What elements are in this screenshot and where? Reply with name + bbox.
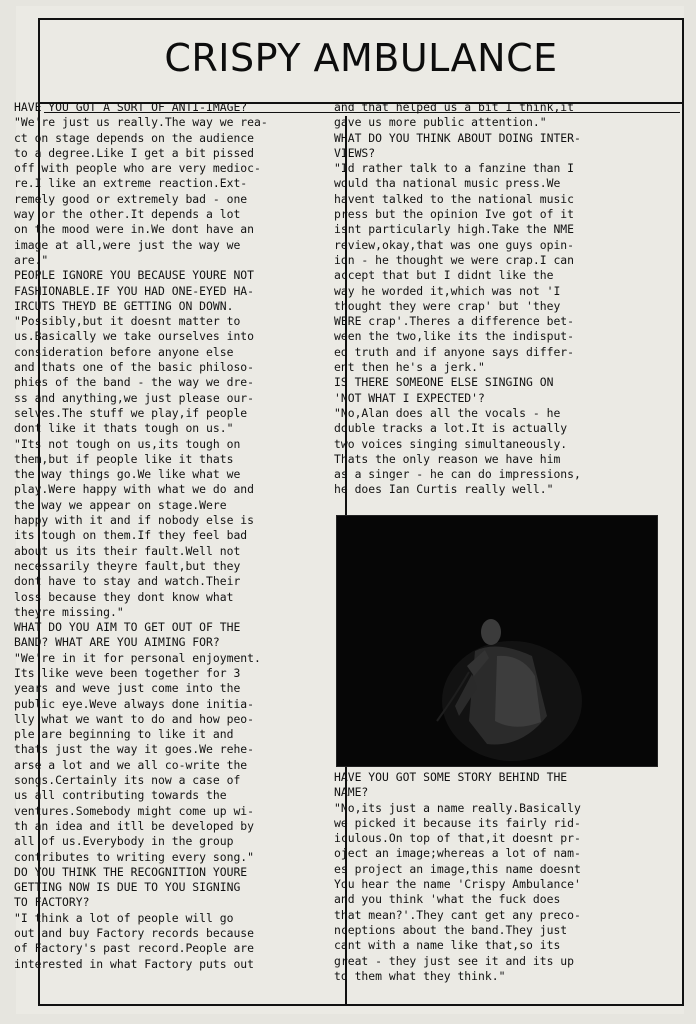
text-line: contributes to writing every song." — [14, 849, 255, 864]
text-line: "Its not tough on us,its tough on — [14, 436, 241, 451]
text-line: Thats the only reason we have him — [334, 451, 561, 466]
text-line: oject an image;whereas a lot of nam- — [334, 846, 581, 861]
text-line: ple are beginning to like it and — [14, 727, 234, 742]
text-line: loss because they dont know what — [14, 589, 234, 604]
text-line: phies of the band - the way we dre- — [14, 375, 255, 390]
text-line: Its like weve been together for 3 — [14, 665, 241, 680]
text-line: HAVE YOU GOT A SORT OF ANTI-IMAGE? — [14, 100, 248, 114]
text-line: to them what they think." — [334, 968, 506, 983]
text-line: ss and anything,we just please our- — [14, 390, 255, 405]
text-line: FASHIONABLE.IF YOU HAD ONE-EYED HA- — [14, 283, 255, 298]
text-line: its tough on them.If they feel bad — [14, 528, 248, 543]
text-line: th an idea and itll be developed by — [14, 818, 255, 833]
text-line: TO FACTORY? — [14, 895, 90, 910]
text-line: IRCUTS THEYD BE GETTING ON DOWN. — [14, 298, 234, 313]
text-line: he does Ian Curtis really well." — [334, 482, 554, 497]
text-line: nceptions about the band.They just — [334, 922, 568, 937]
title-box — [40, 20, 682, 104]
text-line: PEOPLE IGNORE YOU BECAUSE YOURE NOT — [14, 268, 255, 283]
text-line: dont like it thats tough on us." — [14, 421, 234, 436]
text-line: image at all,were just the way we — [14, 237, 241, 252]
text-line: us all contributing towards the — [14, 788, 227, 803]
text-line: selves.The stuff we play,if people — [14, 405, 248, 420]
text-line: and you think 'what the fuck does — [334, 892, 561, 907]
text-line: DO YOU THINK THE RECOGNITION YOURE — [14, 864, 248, 879]
text-line: the way things go.We like what we — [14, 467, 241, 482]
text-line: WHAT DO YOU AIM TO GET OUT OF THE — [14, 620, 241, 635]
text-line: great - they just see it and its up — [334, 953, 575, 968]
left-column — [14, 100, 268, 972]
text-line: GETTING NOW IS DUE TO YOU SIGNING — [14, 880, 241, 895]
text-line: arse a lot and we all co-write the — [14, 757, 248, 772]
text-line: thought they were crap' but 'they — [334, 298, 561, 313]
text-line: ion - he thought we were crap.I can — [334, 252, 575, 267]
text-line: BAND? WHAT ARE YOU AIMING FOR? — [14, 635, 220, 650]
text-line: ed truth and if anyone says differ- — [334, 344, 575, 359]
text-line: accept that but I didnt like the — [334, 268, 554, 283]
text-line: havent talked to the national music — [334, 191, 575, 206]
text-line: review,okay,that was one guys opin- — [334, 237, 575, 252]
text-line: iculous.On top of that,it doesnt pr- — [334, 831, 581, 846]
text-line: are." — [14, 252, 49, 267]
text-line: IS THERE SOMEONE ELSE SINGING ON — [334, 375, 554, 390]
text-line: double tracks a lot.It is actually — [334, 421, 568, 436]
text-line: thats just the way it goes.We rehe- — [14, 742, 255, 757]
text-line: necessarily theyre fault,but they — [14, 558, 241, 573]
text-line: and thats one of the basic philoso- — [14, 360, 255, 375]
right-column-top — [334, 100, 581, 498]
text-line: "Id rather talk to a fanzine than I — [334, 161, 575, 176]
text-line: remely good or extremely bad - one — [14, 191, 248, 206]
text-line: ventures.Somebody might come up wi- — [14, 803, 255, 818]
text-line: WHAT DO YOU THINK ABOUT DOING INTER- — [334, 130, 581, 145]
text-line: songs.Certainly its now a case of — [14, 773, 241, 788]
text-line: es project an image,this name doesnt — [334, 861, 581, 876]
text-line: dont have to stay and watch.Their — [14, 574, 241, 589]
text-line: out and buy Factory records because — [14, 926, 255, 941]
text-line: to a degree.Like I get a bit pissed — [14, 145, 255, 160]
text-line: and that helped us a bit I think,it — [334, 100, 575, 114]
text-line: NAME? — [334, 785, 369, 800]
text-line: theyre missing." — [14, 604, 124, 619]
text-line: "We're in it for personal enjoyment. — [14, 650, 261, 665]
text-line: the way we appear on stage.Were — [14, 497, 227, 512]
text-line: all of us.Everybody in the group — [14, 834, 234, 849]
text-line: "Possibly,but it doesnt matter to — [14, 314, 241, 329]
page-title: CRISPY AMBULANCE — [164, 36, 558, 80]
text-line: gave us more public attention." — [334, 115, 547, 130]
text-line: interested in what Factory puts out — [14, 956, 255, 971]
text-line: about us its their fault.Well not — [14, 543, 241, 558]
text-line: way or the other.It depends a lot — [14, 207, 241, 222]
text-line: cant with a name like that,so its — [334, 938, 561, 953]
text-line: re.I like an extreme reaction.Ext- — [14, 176, 248, 191]
text-line: "No,Alan does all the vocals - he — [334, 405, 561, 420]
text-line: of Factory's past record.People are — [14, 941, 255, 956]
text-line: VIEWS? — [334, 145, 376, 160]
text-line: WERE crap'.Theres a difference bet- — [334, 314, 575, 329]
text-line: we picked it because its fairly rid- — [334, 815, 581, 830]
band-photo — [336, 515, 658, 767]
text-line: them,but if people like it thats — [14, 451, 234, 466]
text-line: ct on stage depends on the audience — [14, 130, 255, 145]
singer-photo-icon — [337, 516, 658, 767]
text-line: consideration before anyone else — [14, 344, 234, 359]
text-line: lly what we want to do and how peo- — [14, 711, 255, 726]
text-line: press but the opinion Ive got of it — [334, 207, 575, 222]
text-line: "We're just us really.The way we rea- — [14, 115, 268, 130]
text-line: would tha national music press.We — [334, 176, 561, 191]
text-line: HAVE YOU GOT SOME STORY BEHIND THE — [334, 770, 568, 784]
text-line: public eye.Weve always done initia- — [14, 696, 255, 711]
text-line: us.Basically we take ourselves into — [14, 329, 255, 344]
text-line: as a singer - he can do impressions, — [334, 467, 581, 482]
text-line: "I think a lot of people will go — [14, 910, 234, 925]
text-line: way he worded it,which was not 'I — [334, 283, 561, 298]
text-line: isnt particularly high.Take the NME — [334, 222, 575, 237]
text-line: "No,its just a name really.Basically — [334, 800, 581, 815]
text-line: You hear the name 'Crispy Ambulance' — [334, 877, 581, 892]
text-line: on the mood were in.We dont have an — [14, 222, 255, 237]
text-line: that mean?'.They cant get any preco- — [334, 907, 581, 922]
text-line: two voices singing simultaneously. — [334, 436, 568, 451]
text-line: ween the two,like its the indisput- — [334, 329, 575, 344]
text-line: ent then he's a jerk." — [334, 360, 485, 375]
text-line: off with people who are very medioc- — [14, 161, 261, 176]
text-line: play.Were happy with what we do and — [14, 482, 255, 497]
text-line: happy with it and if nobody else is — [14, 513, 255, 528]
right-column-bottom — [334, 770, 581, 984]
text-line: years and weve just come into the — [14, 681, 241, 696]
text-line: 'NOT WHAT I EXPECTED'? — [334, 390, 485, 405]
